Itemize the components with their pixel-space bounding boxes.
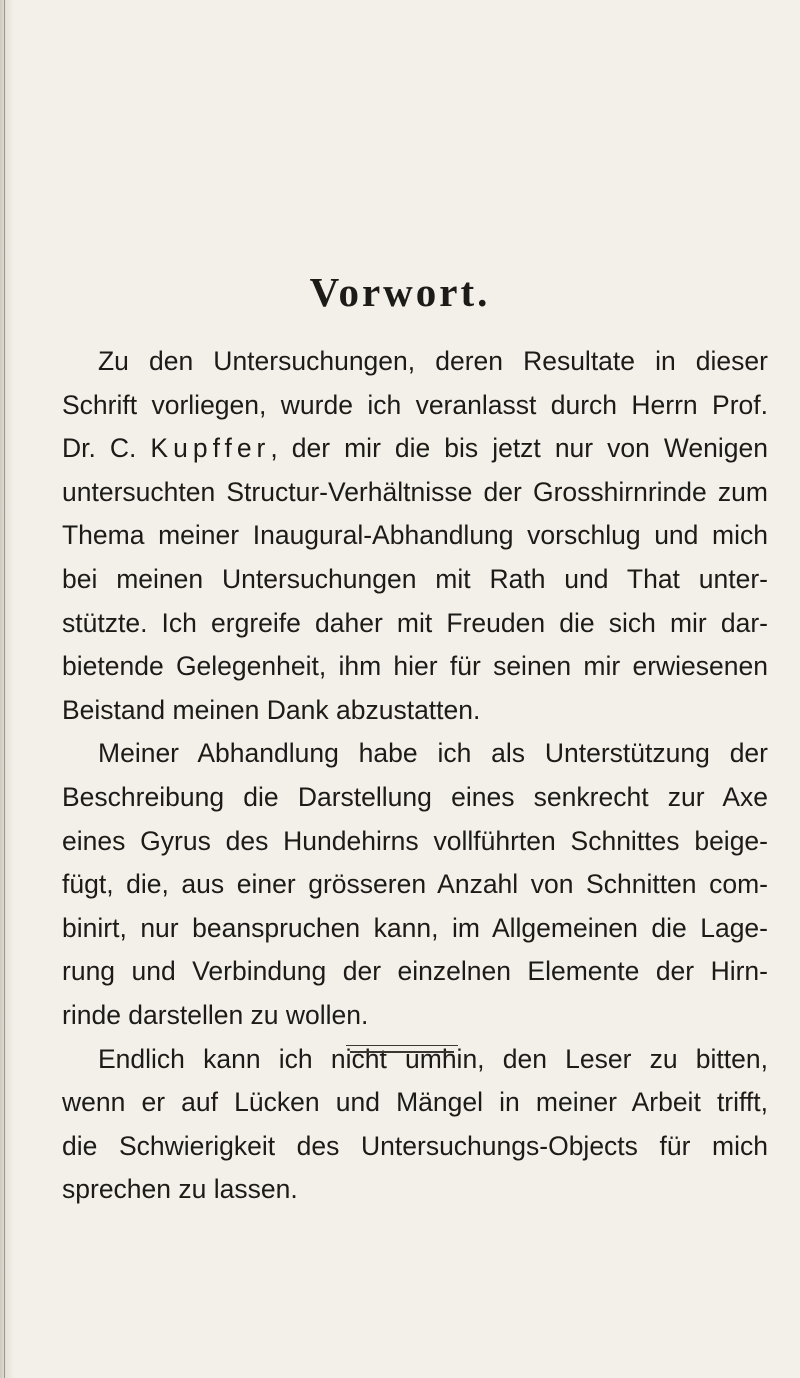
text-line: rung und Verbindung der einzelnen Elemente der Hirn- — [62, 956, 768, 987]
paragraph-3 — [62, 1038, 768, 1212]
page-edge-line — [4, 0, 5, 1378]
end-divider — [350, 1051, 454, 1053]
paragraph-1 — [62, 340, 768, 732]
end-divider — [346, 1045, 458, 1046]
text-line: Zu den Untersuchungen, deren Resultate in dieser — [98, 346, 768, 376]
text-line: Beschreibung die Darstellung eines senkrecht zur Axe — [62, 781, 768, 812]
person-name: Kupffer — [150, 433, 271, 464]
text-line: stützte. Ich ergreife daher mit Freuden die sich mir dar- — [62, 607, 768, 638]
text-line: untersuchten Structur-Verhältnisse der Grosshirnrinde zum — [62, 476, 768, 507]
text-line: eines Gyrus des Hundehirns vollführten Schnittes beige- — [62, 825, 768, 856]
text-line: bei meinen Untersuchungen mit Rath und That unter- — [62, 563, 768, 594]
text-line: Meiner Abhandlung habe ich als Unterstützung der — [98, 738, 768, 769]
text-fragment: Dr. C. — [62, 433, 151, 464]
text-line: binirt, nur beanspruchen kann, im Allgemeinen die Lage- — [62, 912, 768, 943]
text-line: Thema meiner Inaugural-Abhandlung vorschlug und mich — [62, 520, 768, 551]
paragraph-2 — [62, 732, 768, 1037]
text-fragment: , der mir die bis jetzt nur von Wenigen — [270, 433, 769, 464]
text-line: Schrift vorliegen, wurde ich veranlasst durch Herrn Prof. — [62, 389, 768, 420]
text-line: wenn er auf Lücken und Mängel in meiner Arbeit trifft, — [62, 1087, 768, 1118]
text-line: sprechen zu lassen. — [62, 1174, 298, 1205]
text-line: fügt, die, aus einer grösseren Anzahl von Schnitten com- — [62, 869, 768, 900]
text-line: Endlich kann ich nicht umhin, den Leser zu bitten, — [98, 1043, 768, 1074]
text-line: rinde darstellen zu wollen. — [62, 999, 369, 1030]
text-line: bietende Gelegenheit, ihm hier für seinen mir erwiesenen — [62, 651, 768, 682]
text-line: die Schwierigkeit des Untersuchungs-Objects für mich — [62, 1130, 768, 1161]
page-edge — [0, 0, 14, 1378]
preface-text — [62, 340, 768, 1212]
text-line — [62, 427, 768, 471]
text-line: Beistand meinen Dank abzustatten. — [62, 694, 481, 725]
page-heading: Vorwort. — [309, 269, 491, 316]
